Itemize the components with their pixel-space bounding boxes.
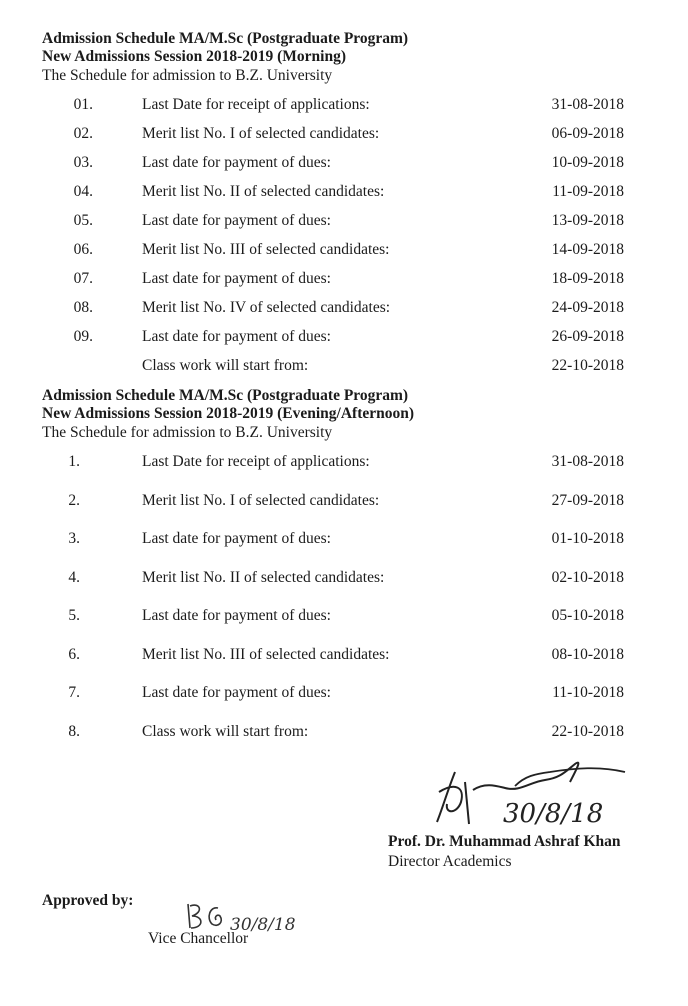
director-signature — [425, 752, 635, 832]
row-label: Last date for payment of dues: — [142, 530, 331, 547]
row-date: 08-10-2018 — [551, 645, 624, 663]
row-date: 13-09-2018 — [551, 212, 624, 229]
schedule-row — [0, 646, 688, 668]
schedule-row — [0, 241, 688, 263]
schedule-row — [0, 299, 688, 321]
row-date: 22-10-2018 — [551, 357, 624, 374]
row-number: 04. — [73, 183, 93, 200]
row-date: 06-09-2018 — [551, 125, 624, 142]
row-date: 22-10-2018 — [551, 722, 624, 740]
schedule-row — [0, 607, 688, 629]
row-label: Class work will start from: — [142, 357, 309, 374]
schedule-row — [0, 684, 688, 706]
row-number: 7. — [68, 684, 80, 701]
approved-by-label: Approved by: — [42, 892, 134, 909]
row-number: 05. — [73, 212, 93, 229]
schedule-row — [0, 357, 688, 379]
morning-subtitle: The Schedule for admission to B.Z. University — [42, 67, 333, 84]
row-label: Merit list No. I of selected candidates: — [142, 491, 380, 509]
schedule-row — [0, 723, 688, 745]
row-label: Last date for payment of dues: — [142, 328, 331, 345]
row-label: Last date for payment of dues: — [142, 154, 331, 171]
row-number: 09. — [73, 328, 93, 345]
row-label: Merit list No. II of selected candidates: — [142, 183, 385, 200]
row-date: 05-10-2018 — [551, 607, 624, 624]
row-date: 14-09-2018 — [551, 241, 624, 258]
row-label: Merit list No. I of selected candidates: — [142, 125, 380, 142]
row-number: 4. — [68, 568, 80, 586]
row-label: Merit list No. III of selected candidates: — [142, 241, 390, 258]
row-label: Last date for payment of dues: — [142, 684, 331, 701]
row-label: Last date for payment of dues: — [142, 607, 331, 624]
row-label: Merit list No. IV of selected candidates: — [142, 299, 391, 316]
row-number: 1. — [68, 453, 80, 470]
row-date: 31-08-2018 — [551, 96, 624, 113]
row-date: 11-10-2018 — [552, 684, 624, 701]
schedule-row — [0, 212, 688, 234]
row-number: 03. — [73, 154, 93, 171]
row-date: 24-09-2018 — [551, 299, 624, 316]
schedule-row — [0, 453, 688, 475]
schedule-row — [0, 492, 688, 514]
row-date: 01-10-2018 — [551, 530, 624, 547]
schedule-row — [0, 96, 688, 118]
morning-title-line2: New Admissions Session 2018-2019 (Morning) — [42, 48, 346, 65]
row-date: 31-08-2018 — [551, 453, 624, 470]
row-number: 6. — [68, 645, 80, 663]
row-label: Last Date for receipt of applications: — [142, 453, 370, 470]
row-date: 10-09-2018 — [551, 154, 624, 171]
row-label: Merit list No. II of selected candidates: — [142, 568, 385, 586]
row-date: 26-09-2018 — [551, 328, 624, 345]
schedule-row — [0, 530, 688, 552]
row-label: Last date for payment of dues: — [142, 212, 331, 229]
row-number: 5. — [68, 607, 80, 624]
morning-title-line1: Admission Schedule MA/M.Sc (Postgraduate Program) — [42, 30, 409, 47]
evening-title-line2: New Admissions Session 2018-2019 (Evening/Afternoon) — [42, 405, 415, 422]
row-label: Merit list No. III of selected candidates: — [142, 645, 390, 663]
schedule-row — [0, 328, 688, 350]
row-number: 07. — [73, 270, 93, 287]
row-number: 3. — [68, 530, 80, 547]
row-label: Last date for payment of dues: — [142, 270, 331, 287]
row-date: 18-09-2018 — [551, 270, 624, 287]
row-number: 02. — [73, 125, 93, 142]
row-number: 8. — [68, 722, 80, 740]
schedule-row — [0, 270, 688, 292]
row-label: Class work will start from: — [142, 722, 309, 740]
row-number: 08. — [73, 299, 93, 316]
director-handwritten-date: 30/8/18 — [503, 799, 604, 829]
schedule-row — [0, 183, 688, 205]
vc-handwritten-date: 30/8/18 — [230, 915, 296, 935]
row-number: 01. — [73, 96, 93, 113]
schedule-row — [0, 154, 688, 176]
vice-chancellor-label: Vice Chancellor — [148, 930, 249, 947]
row-date: 27-09-2018 — [551, 491, 624, 509]
schedule-row — [0, 569, 688, 591]
signatory-name: Prof. Dr. Muhammad Ashraf Khan — [388, 833, 621, 850]
signatory-title: Director Academics — [388, 853, 512, 870]
schedule-row — [0, 125, 688, 147]
row-date: 11-09-2018 — [552, 183, 624, 200]
row-number: 06. — [73, 241, 93, 258]
evening-title-line1: Admission Schedule MA/M.Sc (Postgraduate Program) — [42, 387, 409, 404]
row-label: Last Date for receipt of applications: — [142, 96, 370, 113]
row-date: 02-10-2018 — [551, 568, 624, 586]
evening-subtitle: The Schedule for admission to B.Z. University — [42, 424, 333, 441]
row-number: 2. — [68, 491, 80, 509]
